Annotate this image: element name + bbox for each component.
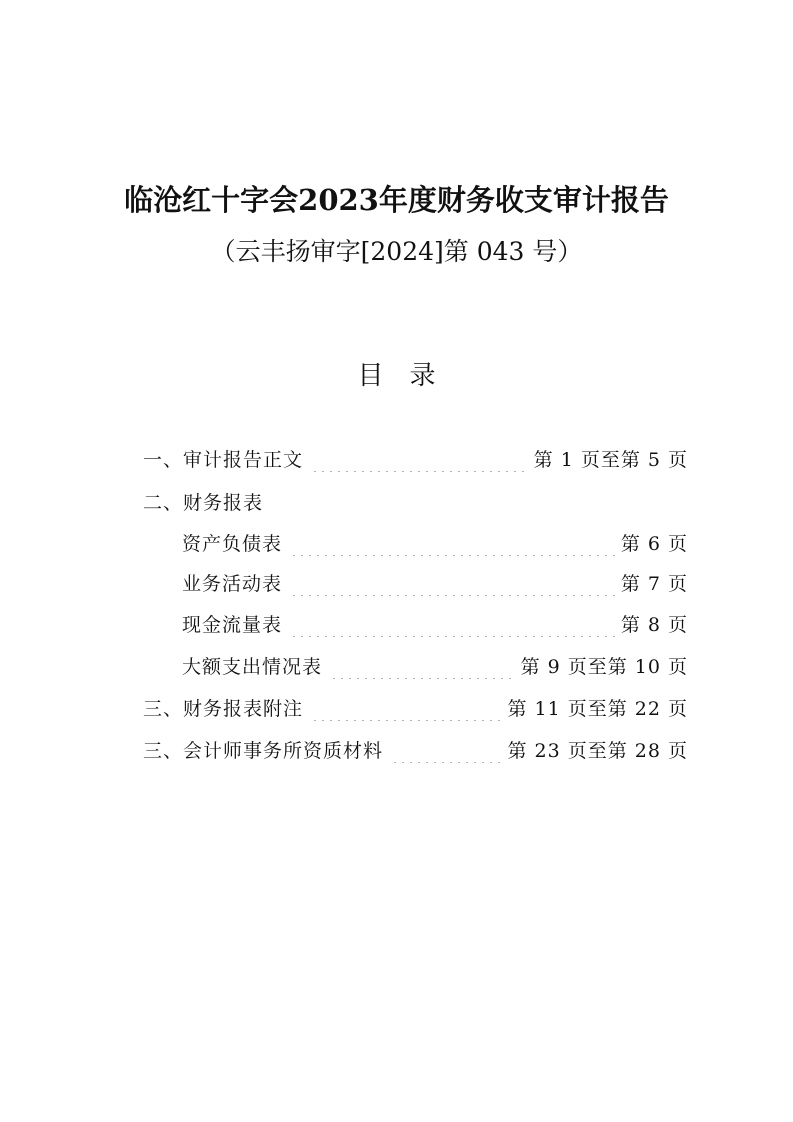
toc-entry-label: 二、财务报表 [143,491,264,514]
report-title: 临沧红十字会2023年度财务收支审计报告 [124,183,669,217]
toc-entry-large-expenditure [182,651,688,679]
toc-entry-label: 三、会计师事务所资质材料 [143,739,384,762]
toc-entry-notes [143,693,688,721]
toc-heading: 目录 [357,361,462,391]
toc-entry-label: 业务活动表 [182,572,283,595]
toc-entry-firm-qualifications [143,735,688,763]
toc-entry-label: 三、财务报表附注 [143,697,304,720]
toc-entry-label: 现金流量表 [182,613,283,636]
toc-dot-leader [290,568,615,596]
toc-entry-page: 第 1 页至第 5 页 [533,448,688,471]
toc-dot-leader [330,651,515,679]
toc-dot-leader [311,444,528,472]
toc-entry-financial-statements [143,487,688,515]
toc-entry-page: 第 8 页 [620,613,688,636]
toc-entry-label: 大额支出情况表 [182,655,323,678]
toc-entry-page: 第 6 页 [620,532,688,555]
toc-entry-label: 一、审计报告正文 [143,448,304,471]
toc-dot-leader [391,735,501,763]
toc-entry-page: 第 9 页至第 10 页 [520,655,688,678]
document-number: （云丰扬审字[2024]第 043 号） [210,237,583,266]
toc-entry-label: 资产负债表 [182,532,283,555]
toc-entry-cash-flow [182,609,688,637]
toc-dot-leader [290,609,615,637]
toc-dot-leader [311,693,501,721]
toc-entry-page: 第 11 页至第 22 页 [507,697,688,720]
toc-dot-leader [290,528,615,556]
toc-entry-balance-sheet [182,528,688,556]
toc-entry-page: 第 23 页至第 28 页 [507,739,688,762]
toc-entry-audit-report [143,444,688,472]
toc-entry-page: 第 7 页 [620,572,688,595]
toc-entry-activity-statement [182,568,688,596]
